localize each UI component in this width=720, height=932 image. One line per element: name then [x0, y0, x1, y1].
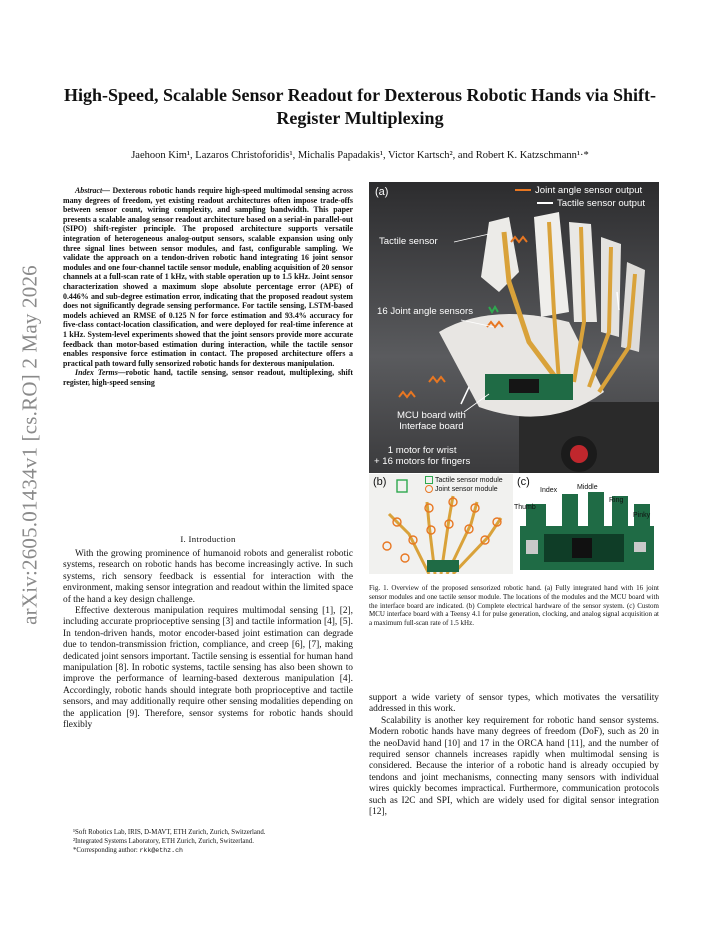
- tactile-module-marker: [425, 476, 433, 484]
- body-paragraph: support a wide variety of sensor types, which motivates the versatility addressed in this work.: [369, 693, 659, 715]
- label-motors: 1 motor for wrist + 16 motors for fingers: [374, 445, 471, 467]
- footnote-corresponding: *Corresponding author: rkk@ethz.ch: [73, 846, 183, 854]
- panel-c-label: (c): [517, 476, 530, 488]
- caption-text: Overview of the proposed sensorized robotic hand. (a) Fully integrated hand with 16 joint sensor modules and one tactile sensor module. The locations of the modules and the MCU board with the interface board are indicated. (b) Complete electrical hardware of the sensor system. (c) Custom MCU interface board with a Teensy 4.1 for pulse generation, clocking, and analog signal acquisition at a maximum full-scan rate of 1.5 kHz.: [369, 584, 659, 628]
- figure-1-caption: [369, 584, 659, 628]
- body-paragraph: Scalability is another key requirement for robotic hand sensor systems. Modern robotic hands have many degrees of freedom (DoF), such as 20 in the neoDavid hand [10] and 17 in the ORCA hand [11], and the number of required sensor channels increases rapidly when multimodal sensing is considered. Because the interior of a robotic hand is already occupied by tendons and joint mechanisms, connecting many sensors with individual wires quickly becomes impractical. Furthermore, communication protocols such as I2C and SPI, which are widely used for digital sensor integration [12],: [369, 715, 659, 818]
- figure-1a-photo: [369, 182, 659, 473]
- section-heading-introduction: I. Introduction: [180, 534, 236, 544]
- legend-tactile-module: Tactile sensor module: [425, 476, 503, 484]
- abstract-text: Dexterous robotic hands require high-speed multimodal sensing across many degrees of freedom, yet existing readout architectures often impose trade-offs between sensor count, wiring complexity, and sampling bandwidth. This paper presents a scalable analog sensor readout architecture based on a serial-in parallel-out (SIPO) shift-register principle. The proposed architecture supports versatile integration of heterogeneous analog-output sensors, scalable expansion using only three signal lines between sensor modules, and fast, configurable sampling. We validate the approach on a tendon-driven robotic hand integrating 16 joint sensor modules and one four-channel tactile sensor module, enabling acquisition of 20 sensor channels at a full-scan rate of 1 kHz, with stable operation up to 1.5 kHz. Joint sensor characterization showed a maximum slope absolute percentage error (APE) of 0.446% and sub-degree estimation error, indicating that the proposed readout system does not significantly degrade sensing performance. For tactile sensing, LSTM-based models achieved an RMSE of 0.125 N for force estimation and 93.4% accuracy for five-class contact-location classification, and were deployed for real-time inference at 1 kHz. System-level experiments showed that the joint sensors provide more accurate feedback than motor-based estimation during interaction, while the tactile sensor enables responsive force estimation in contact. The proposed architecture offers a practical path toward fully sensorized robotic hands for dexterous manipulation.: [63, 186, 353, 368]
- footnotes: [63, 829, 353, 855]
- corresponding-email: rkk@ethz.ch: [139, 846, 183, 854]
- legend-tactile-output: Tactile sensor output: [557, 198, 645, 209]
- legend-joint-output: Joint angle sensor output: [535, 185, 643, 196]
- intro-paragraph: Effective dexterous manipulation requires multimodal sensing [1], [2], including accurate proprioceptive sensing [3] and tactile information [4], [5]. In tendon-driven hands, motor encoder-based joint estimation can degrade due to tendon-transmission friction, compliance, and creep [6], [7], making dedicated joint sensors important. Tactile sensing is essential for human hand manipulation [8]. In robotic systems, tactile sensing has also been shown to improve the performance of learning-based dexterous manipulation [4]. Accordingly, robotic hands should integrate both proprioceptive and tactile sensors, and may additionally require other sensing modalities depending on the application [9]. Therefore, sensor systems for robotic hands should flexibly: [63, 606, 353, 731]
- figure-1c-photo: [514, 474, 659, 574]
- arxiv-stamp: arXiv:2605.01434v1 [cs.RO] 2 May 2026: [17, 265, 42, 625]
- label-pinky: Pinky: [633, 512, 651, 519]
- author-list: Jaehoon Kim¹, Lazaros Christoforidis¹, Michalis Papadakis¹, Victor Kartsch², and Robert K. Katzschmann¹·*: [131, 150, 589, 161]
- label-thumb: Thumb: [514, 504, 536, 511]
- footnote-affiliation-2: ²Integrated Systems Laboratory, ETH Zurich, Zurich, Switzerland.: [73, 837, 254, 845]
- intro-paragraph: With the growing prominence of humanoid robots and generalist robotic systems, research on robotic hands has become increasingly active. In such systems, rich sensory feedback is essential for interaction with the environment, making sensor integration and readout within the limited space of the hand a key design challenge.: [63, 549, 353, 605]
- abstract-label: Abstract—: [75, 186, 111, 195]
- label-tactile-sensor: Tactile sensor: [379, 236, 438, 247]
- index-terms-text: robotic hand, tactile sensing, sensor readout, multiplexing, shift register, high-speed sensing: [63, 368, 353, 387]
- panel-b-label: (b): [373, 476, 387, 488]
- label-index: Index: [540, 487, 558, 494]
- figure-1b-photo: [369, 474, 513, 574]
- caption-label: Fig. 1.: [369, 584, 389, 592]
- label-joint-sensors: 16 Joint angle sensors: [377, 306, 473, 317]
- introduction-body: [63, 549, 353, 732]
- abstract: [63, 186, 353, 387]
- footnote-affiliation-1: ¹Soft Robotics Lab, IRIS, D-MAVT, ETH Zurich, Zurich, Switzerland.: [73, 829, 266, 836]
- panel-a-label: (a): [375, 186, 389, 198]
- joint-module-marker: [425, 485, 433, 493]
- label-middle: Middle: [577, 484, 598, 491]
- legend-joint-module: Joint sensor module: [425, 485, 498, 493]
- paper-title: High-Speed, Scalable Sensor Readout for Dexterous Robotic Hands via Shift-Register Multiplexing: [63, 85, 657, 128]
- right-column-body: [369, 693, 659, 818]
- label-ring: Ring: [609, 497, 624, 504]
- label-mcu-board: MCU board with Interface board: [397, 410, 466, 432]
- index-terms-label: Index Terms—: [75, 368, 126, 378]
